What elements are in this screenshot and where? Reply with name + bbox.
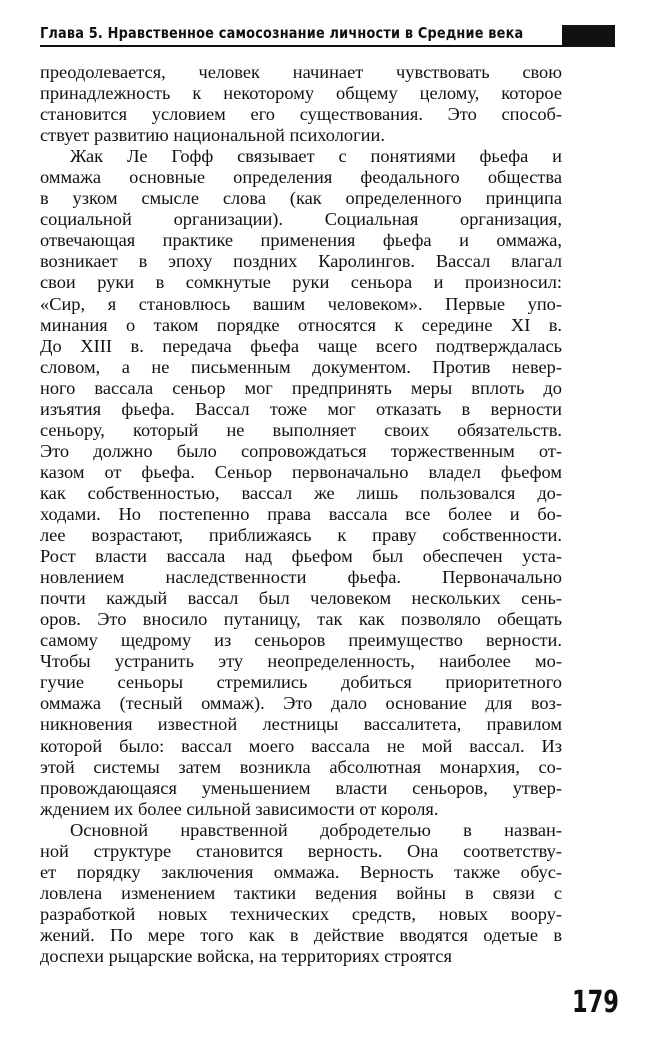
text-line: почти каждый вассал был человеком нескольких сень- <box>40 588 562 609</box>
paragraph <box>40 146 562 820</box>
text-line: Жак Ле Гофф связывает с понятиями фьефа и <box>70 146 562 167</box>
text-line: минания о таком порядке относятся к середине XI в. <box>40 314 562 335</box>
page-number: 179 <box>572 985 619 1020</box>
running-header <box>40 22 615 46</box>
text-line: ствует развитию национальной психологии. <box>40 125 385 146</box>
text-line: Основной нравственной добродетелью в назван- <box>70 819 562 840</box>
paragraph <box>40 62 562 146</box>
text-line: гучие сеньоры стремились добиться приоритетного <box>40 672 562 693</box>
text-line: ходами. Но постепенно права вассала все более и бо- <box>40 503 562 524</box>
text-line: в узком смысле слова (как определенного принципа <box>40 188 562 209</box>
text-line: свои руки в сомкнутые руки сеньора и произносил: <box>40 272 562 293</box>
text-line: разработкой новых технических средств, новых воору- <box>40 903 562 924</box>
paragraph <box>40 820 562 967</box>
text-line: этой системы затем возникла абсолютная монархия, со- <box>40 756 562 777</box>
text-line: Чтобы устранить эту неопределенность, наиболее мо- <box>40 651 562 672</box>
text-line: изъятия фьефа. Вассал тоже мог отказать в верности <box>40 398 562 419</box>
text-line: принадлежность к некоторому общему целому, которое <box>40 83 562 104</box>
text-line: сеньору, который не выполняет своих обязательств. <box>40 419 562 440</box>
running-header-title: Глава 5. Нравственное самосознание личности в Средние века <box>40 24 524 42</box>
text-line: До XIII в. передача фьефа чаще всего подтверждалась <box>40 335 562 356</box>
text-line: лее возрастают, приближаясь к праву собственности. <box>40 525 562 546</box>
text-line: никновения известной лестницы вассалитета, правилом <box>40 714 562 735</box>
text-line: отвечающая практике применения фьефа и оммажа, <box>40 230 562 251</box>
text-line: социальной организации). Социальная организация, <box>40 209 562 230</box>
text-line: провождающаяся уменьшением власти сеньоров, утвер- <box>40 777 562 798</box>
text-line: ет порядку заключения оммажа. Верность также обус- <box>40 861 562 882</box>
text-line: как собственностью, вассал же лишь пользовался до- <box>40 482 562 503</box>
text-line: ного вассала сеньор мог предпринять меры вплоть до <box>40 377 562 398</box>
text-line: которой было: вассал моего вассала не мой вассал. Из <box>40 735 562 756</box>
text-line: ной структуре становится верность. Она соответству- <box>40 840 562 861</box>
header-rule <box>40 45 562 47</box>
text-line: оров. Это вносило путаницу, так как позволяло обещать <box>40 609 562 630</box>
text-line: казом от фьефа. Сеньор первоначально владел фьефом <box>40 461 562 482</box>
text-line: доспехи рыцарские войска, на территориях строятся <box>40 945 452 966</box>
text-line: словом, а не письменным документом. Против невер- <box>40 356 562 377</box>
text-line: самому щедрому из сеньоров преимущество верности. <box>40 630 562 651</box>
body-text <box>40 62 562 967</box>
text-line: «Сир, я становлюсь вашим человеком». Первые упо- <box>40 293 562 314</box>
text-line: возникает в эпоху поздних Каролингов. Вассал влагал <box>40 251 562 272</box>
text-line: новлением наследственности фьефа. Первоначально <box>40 567 562 588</box>
text-line: ждением их более сильной зависимости от короля. <box>40 798 439 819</box>
text-line: оммажа (тесный оммаж). Это дало основание для воз- <box>40 693 562 714</box>
text-line: Это должно было сопровождаться торжественным от- <box>40 440 562 461</box>
text-line: оммажа основные определения феодального общества <box>40 167 562 188</box>
text-line: жений. По мере того как в действие вводятся одетые в <box>40 924 562 945</box>
header-black-block <box>562 25 615 47</box>
text-line: становится условием его существования. Это способ- <box>40 104 562 125</box>
text-line: Рост власти вассала над фьефом был обеспечен уста- <box>40 546 562 567</box>
text-line: преодолевается, человек начинает чувствовать свою <box>40 62 562 82</box>
text-line: ловлена изменением тактики ведения войны в связи с <box>40 882 562 903</box>
